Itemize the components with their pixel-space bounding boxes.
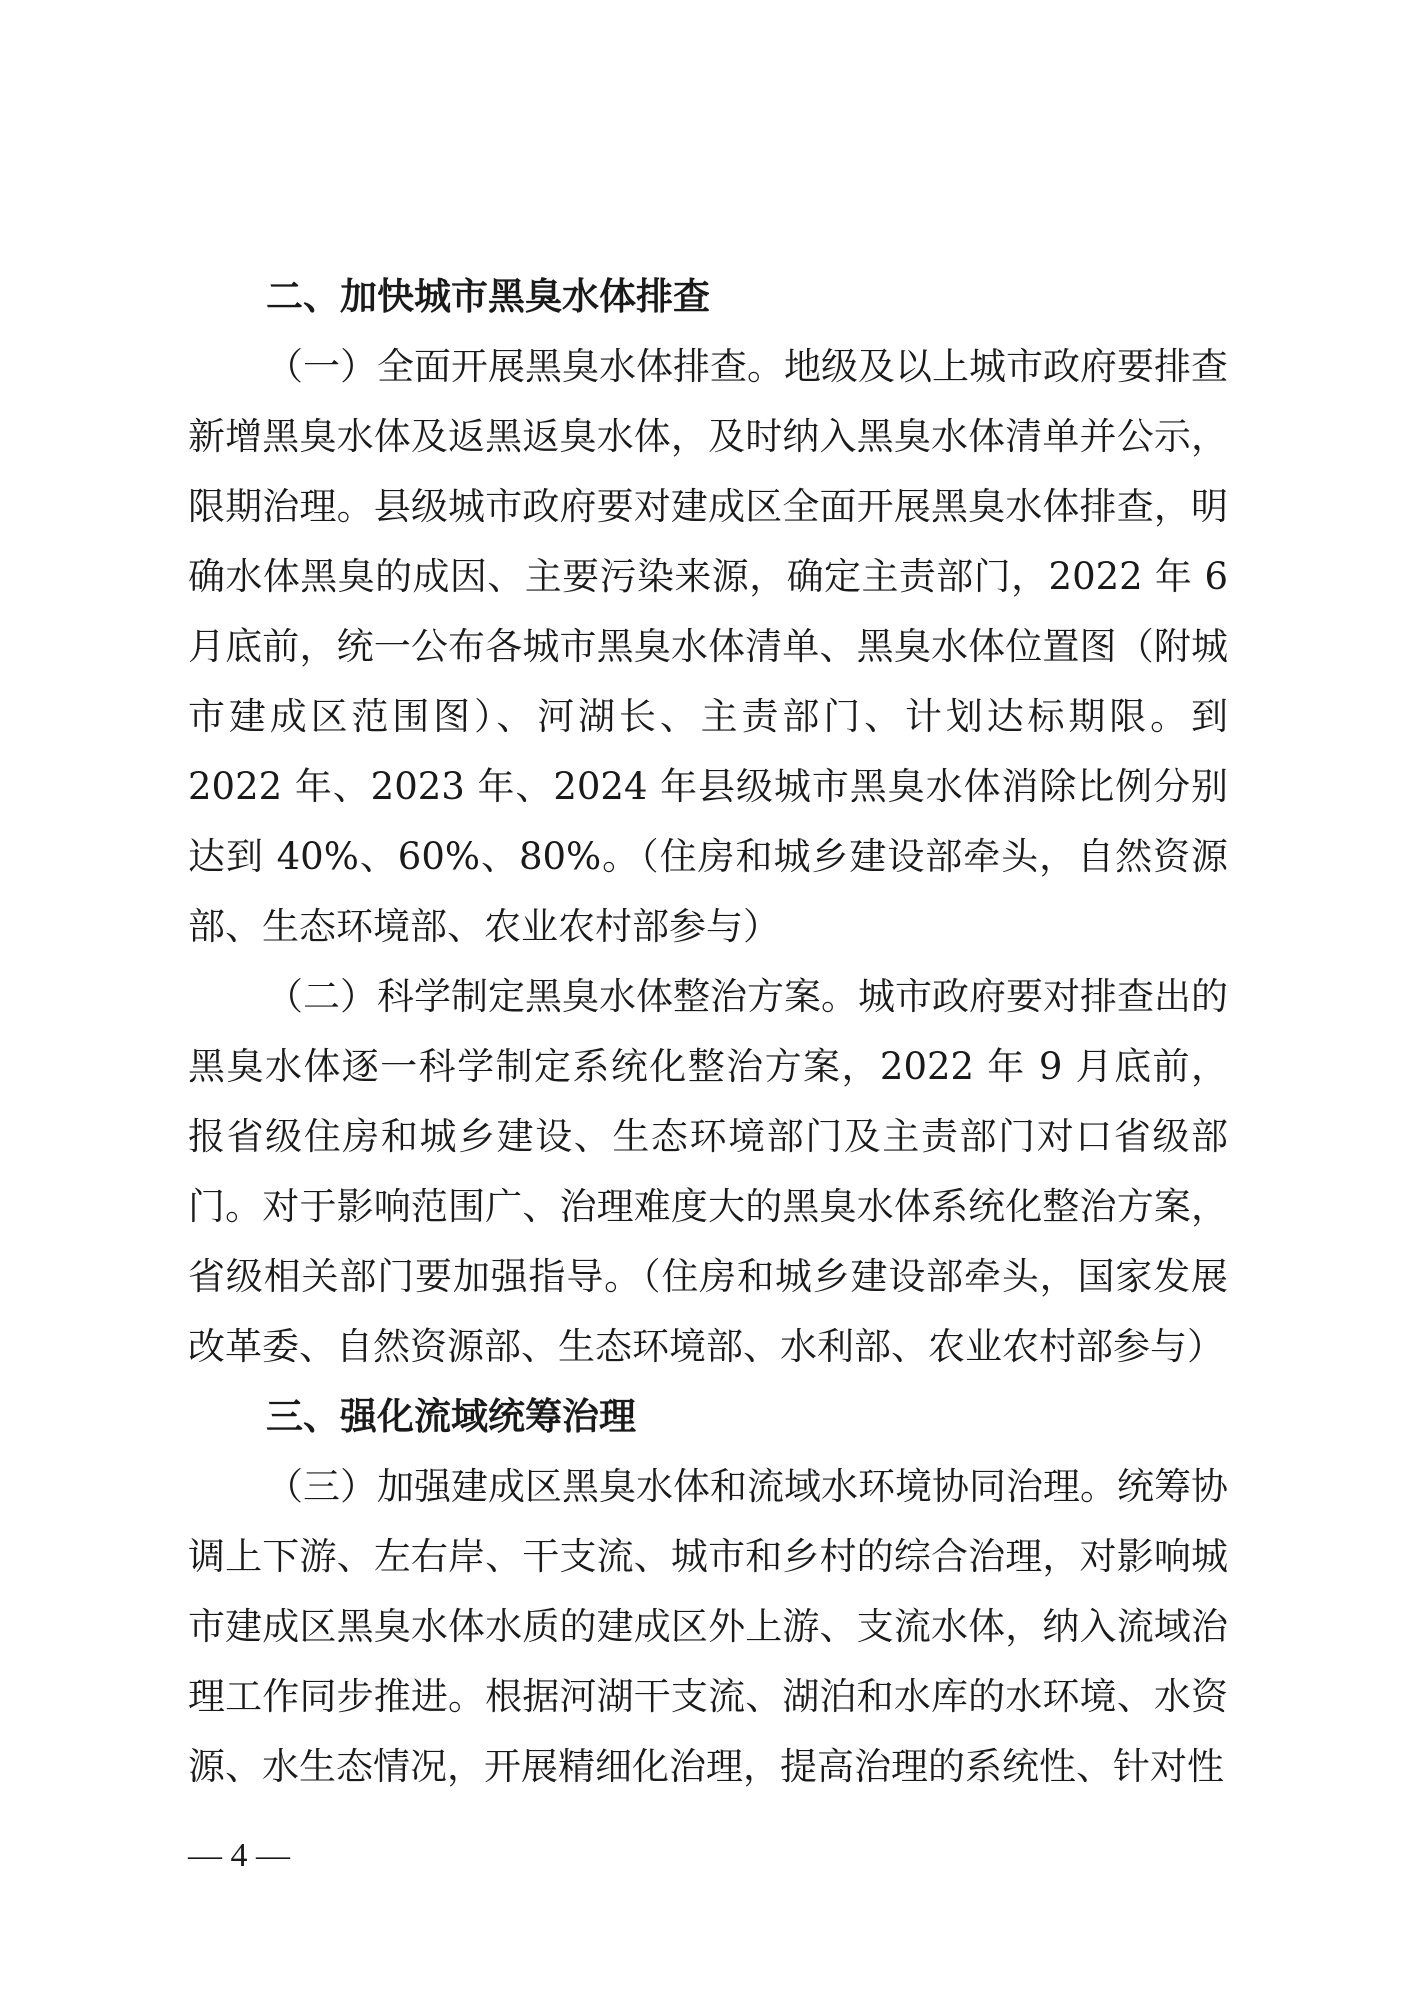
page-number: — 4 — — [188, 1837, 290, 1874]
section-2-paragraph-1: （一）全面开展黑臭水体排查。地级及以上城市政府要排查新增黑臭水体及返黑返臭水体，及时纳入黑臭水体清单并公示，限期治理。县级城市政府要对建成区全面开展黑臭水体排查，明确水体黑臭的成因、主要污染来源，确定主责部门，2022 年 6 月底前，统一公布各城市黑臭水体清单、黑臭水体位置图（附城市建成区范围图）、河湖长、主责部门、计划达标期限。到 2022 年、2023 年、2024 年县级城市黑臭水体消除比例分别达到 40%、60%、80%。（住房和城乡建设部牵头，自然资源部、生态环境部、农业农村部参与） — [188, 345, 1228, 948]
section-2-paragraph-2: （二）科学制定黑臭水体整治方案。城市政府要对排查出的黑臭水体逐一科学制定系统化整治方案，2022 年 9 月底前，报省级住房和城乡建设、生态环境部门及主责部门对口省级部门。对于影响范围广、治理难度大的黑臭水体系统化整治方案，省级相关部门要加强指导。（住房和城乡建设部牵头，国家发展改革委、自然资源部、生态环境部、水利部、农业农村部参与） — [188, 975, 1228, 1368]
section-3-paragraph-1: （三）加强建成区黑臭水体和流域水环境协同治理。统筹协调上下游、左右岸、干支流、城市和乡村的综合治理，对影响城市建成区黑臭水体水质的建成区外上游、支流水体，纳入流域治理工作同步推进。根据河湖干支流、湖泊和水库的水环境、水资源、水生态情况，开展精细化治理，提高治理的系统性、针对性 — [188, 1465, 1228, 1788]
section-2-heading: 二、加快城市黑臭水体排查 — [266, 275, 710, 318]
section-3-heading: 三、强化流域统筹治理 — [266, 1395, 636, 1438]
document-body — [188, 262, 1228, 1802]
